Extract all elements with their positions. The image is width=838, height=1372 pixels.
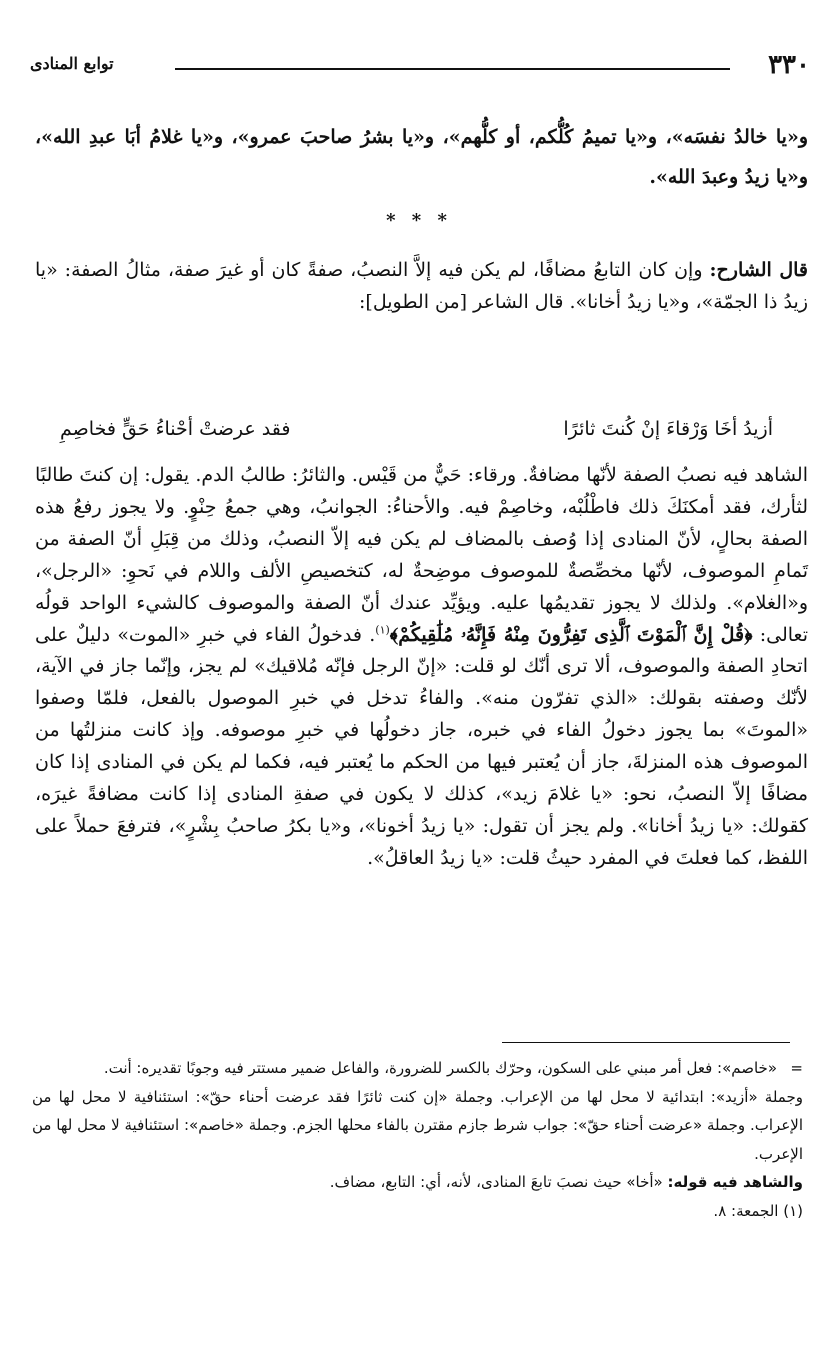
page-header [30,50,810,90]
page-number: ٣٣٠ [768,50,810,80]
footnotes [32,1054,803,1225]
shahid-text: «أخا» حيث نصبَ تابعَ المنادى، لأنه، أي: التابع، مضاف. [329,1173,668,1191]
explanation-text-2: . فدخولُ الفاء في خبرِ «الموت» دليلٌ على اتحادِ الصفة والموصوف، ألا ترى أنّك لو قلت: «إنّ الرجل فإنّه مُلاقيك» لم يجز، وإنّما جاز في الآية، لأنّك وصفته بقولك: «الذي تفرّون منه». والفاءُ تدخل في خبرِ الموصول بالفعل، فلمّا وصفوا «الموتَ» بما يجوز دخولُ الفاء في خبره، جاز دخولُها في خبرِ موصوفه. وإذ كانت منزلتُها من الموصوف هذه المنزلةَ، جاز أن يُعتبر فيها من الحكم ما يُعتبر فيه، فكما لم يكن في المنادى إذا كان مضافًا إلاّ النصبُ، نحو: «يا غلامَ زيد»، كذلك لا يكون في صفةِ المنادى إذا كانت مضافةً غيرَه، كقولك: «يا زيدُ أخانا». ولم يجز أن تقول: «يا زيدُ أخونا»، و«يا بكرُ صاحبُ بِشْرٍ»، فترفعَ حملاً على اللفظ، كما فعلتَ في المفرد حيثُ قلت: «يا زيدُ العاقلُ». [35,623,808,869]
footnote-continuation [32,1054,803,1083]
footnote-rule [502,1042,790,1043]
running-title: توابع المنادى [30,54,114,73]
footnote-shahid [32,1168,803,1197]
verse-first-hemistich: أزيدُ أخَا وَرْقاءَ إنْ كُنتَ ثائرًا [563,418,773,440]
commentator-label: قال الشارح: [709,259,808,281]
quran-quote: ﴿قُلْ إِنَّ ٱلْمَوْتَ ٱلَّذِى تَفِرُّونَ مِنْهُ فَإِنَّهُۥ مُلَٰقِيكُمْ﴾ [389,623,753,646]
footnote-reference: (١) الجمعة: ٨. [713,1201,803,1220]
poetry-verse [60,418,773,452]
header-rule [175,68,730,70]
paragraph-explanation [35,460,808,875]
commentary-text: وإن كان التابعُ مضافًا، لم يكن فيه إلاَّ النصبُ، صفةً كان أو غيرَ صفة، مثالُ الصفة: «يا زيدُ ذا الجمّة»، و«يا زيدُ أخانا». قال الشاعر [من الطويل]: [35,259,808,313]
section-separator: * * * [386,210,452,231]
explanation-text-1: الشاهد فيه نصبُ الصفة لأنّها مضافةٌ. ورقاء: حَيٌّ من قَيْس. والثائرُ: طالبُ الدم. يقول: إن كنتَ طالبًا لثأرك، فقد أمكنَكَ ذلك فاطْلُبْه، وخاصِمْ فيه. والأحناءُ: الجوانبُ، وهي جمعُ حِنْوٍ. ولا يجوز رفعُ هذه الصفة بحالٍ، لأنّ المنادى إذا وُصف بالمضاف لم يكن فيه إلاّ النصبُ، وذلك من قِبَلِ أنّ الصفة من تَمامِ الموصوف، لأنّها مخصِّصةٌ للموصوف موضِحةٌ له، كتخصيصِ الألف واللام في نَحوِ: «الرجل»، و«الغلام». ولذلك لا يجوز تقديمُها عليه. ويؤيِّد عندك أنّ الصفة والموصوف كالشيء الواحد قولُه تعالى: [35,464,808,646]
shahid-label: والشاهد فيه قوله: [667,1173,803,1191]
continuation-mark: = [790,1059,803,1077]
paragraph-commentary [35,255,808,319]
footnote-line-2: وجملة «أزيد»: ابتدائية لا محل لها من الإعراب. وجملة «إن كنت ثائرًا فقد عرضت أحناء حقّ»: استئنافية لا محل لها من الإعراب. وجملة «عرضت أحناء حقّ»: جواب شرط جازم مقترن بالفاء محلها الجزم. وجملة «خاصم»: استئنافية لا محل لها من الإعرب. [32,1087,803,1163]
verse-second-hemistich: فقد عرضتْ أحْناءُ حَقٍّ فخاصِمِ [60,418,291,440]
footnote-marker: (١) [375,623,390,637]
footnote-line-1: «خاصم»: فعل أمر مبني على السكون، وحرّك بالكسر للضرورة، والفاعل ضمير مستتر فيه وجوبًا تقديره: أنت. [103,1059,777,1077]
paragraph-examples: و«يا خالدُ نفسَه»، و«يا تميمُ كُلُّكم، أو كلُّهم»، و«يا بشرُ صاحبَ عمرو»، و«يا غلامُ أبَا عبدِ الله»، و«يا زيدُ وعبدَ الله». [35,126,808,188]
